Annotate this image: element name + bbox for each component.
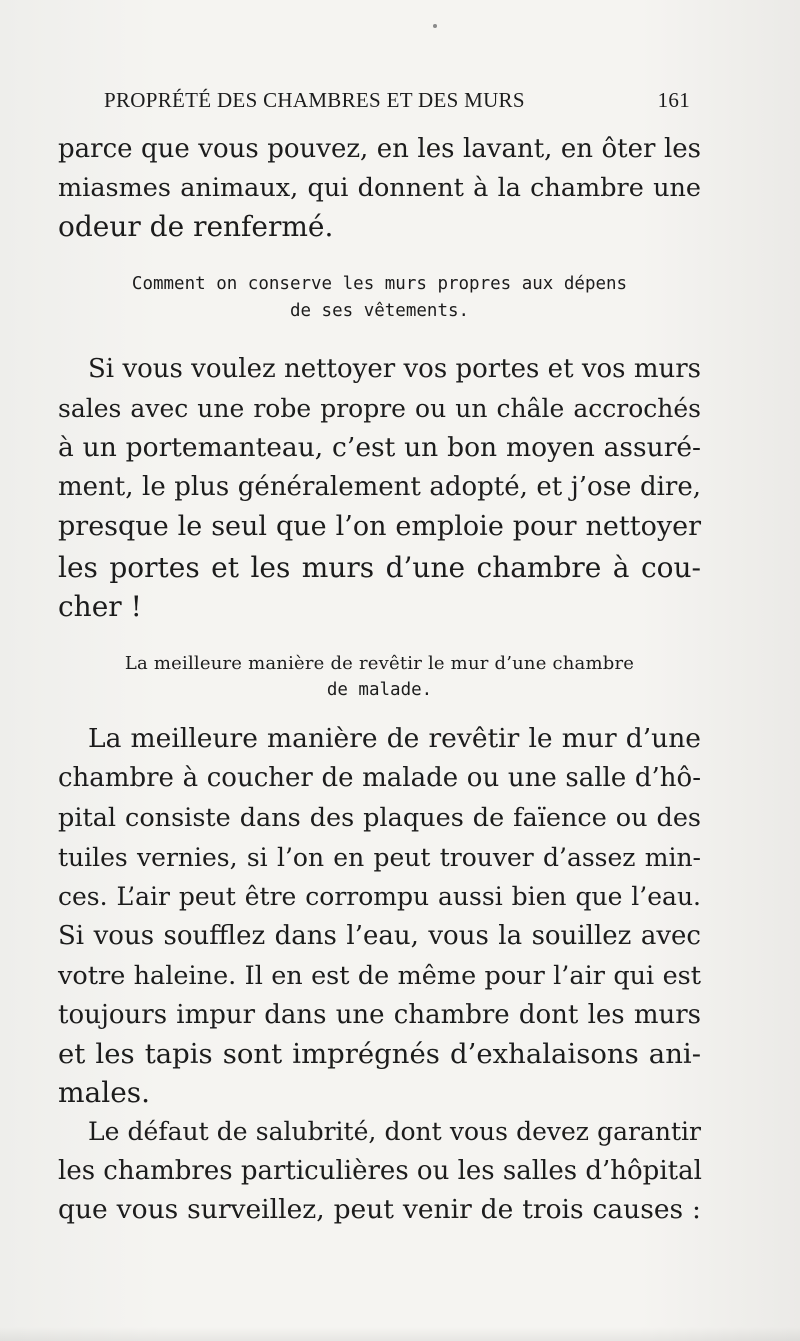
section-heading: de ses vêtements. [289,301,470,321]
text-line: ces. L’air peut être corrompu aussi bien que l’eau. [58,882,701,911]
text-line: chambre à coucher de malade ou une salle d’hô- [58,763,701,793]
page-number: 161 [657,88,690,112]
ink-speck [433,24,437,28]
text-line: tuiles vernies, si l’on en peut trouver d’assez min- [58,843,701,872]
text-line: à un portemanteau, c’est un bon moyen assuré- [58,432,701,463]
text-line: La meilleure manière de revêtir le mur d’une [88,723,701,754]
text-line: toujours impur dans une chambre dont les murs [58,1000,701,1030]
text-line: pital consiste dans des plaques de faïence ou des [58,803,701,833]
page-edge-shadow [0,1327,800,1341]
text-line: Si vous voulez nettoyer vos portes et vos murs [88,354,701,384]
text-line: sales avec une robe propre ou un châle accrochés [58,394,701,423]
text-line: odeur de renfermé. [58,210,334,243]
text-line: Si vous soufflez dans l’eau, vous la souillez avec [58,921,701,951]
section-heading: de malade. [326,680,433,700]
text-line: votre haleine. Il en est de même pour l’air qui est [58,961,701,991]
text-line: cher ! [58,590,142,623]
text-line: ment, le plus généralement adopté, et j’ose dire, [58,472,701,502]
running-head [104,88,690,118]
text-line: que vous surveillez, peut venir de trois causes : [58,1194,701,1225]
text-line: males. [58,1076,151,1109]
text-line: miasmes animaux, qui donnent à la chambre une [58,173,701,203]
section-heading: La meilleure manière de revêtir le mur d’une chambre [124,653,635,674]
text-line: presque le seul que l’on emploie pour nettoyer [58,511,701,542]
text-line: parce que vous pouvez, en les lavant, en ôter les [58,134,701,164]
text-line: les portes et les murs d’une chambre à cou- [58,551,701,584]
text-line: et les tapis sont imprégnés d’exhalaisons ani- [58,1038,701,1070]
text-line: les chambres particulières ou les salles d’hôpital [58,1156,702,1186]
text-line: Le défaut de salubrité, dont vous devez garantir [88,1117,701,1146]
section-heading: Comment on conserve les murs propres aux dépens [131,274,628,294]
running-title: PROPRÉTÉ DES CHAMBRES ET DES MURS [104,88,525,112]
